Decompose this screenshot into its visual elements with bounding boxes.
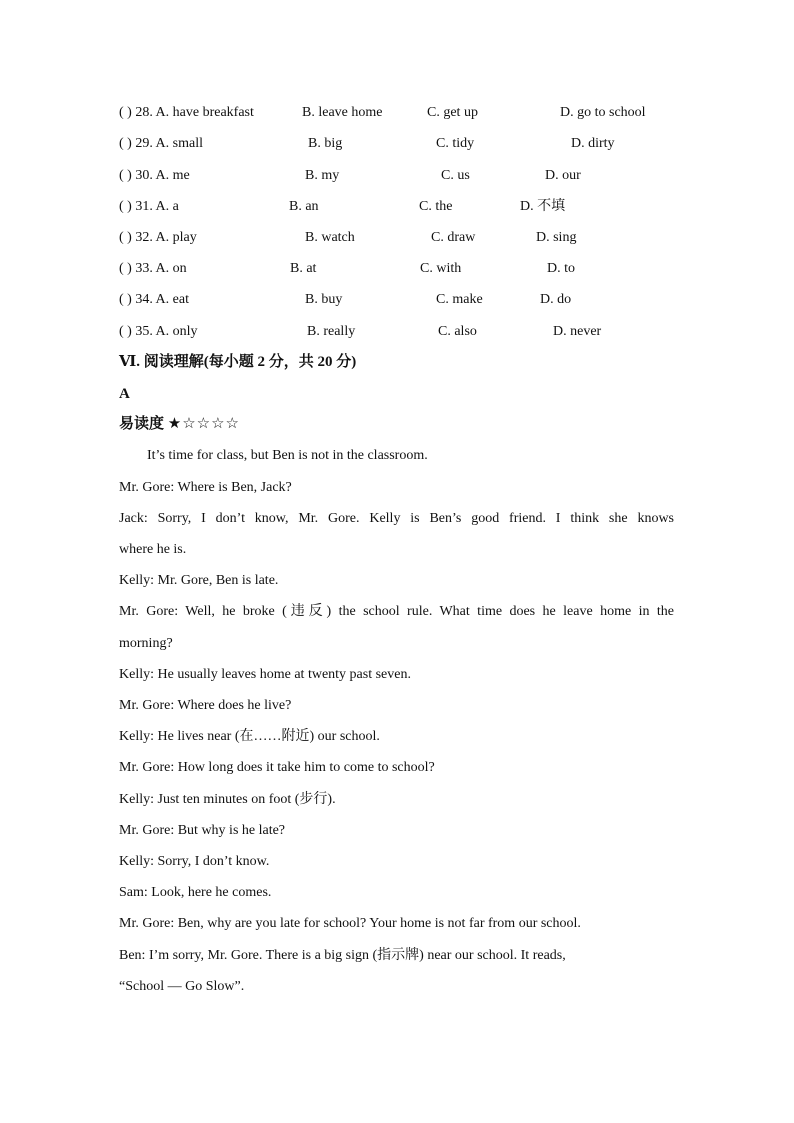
- question-number-option-a: ( ) 28. A. have breakfast: [119, 105, 254, 120]
- option-d: D. never: [553, 324, 602, 339]
- question-row: [119, 322, 679, 342]
- question-number-option-a: ( ) 31. A. a: [119, 199, 179, 214]
- option-c: C. make: [436, 292, 483, 307]
- question-number-option-a: ( ) 33. A. on: [119, 261, 187, 276]
- option-b: B. leave home: [302, 105, 383, 120]
- option-d: D. sing: [536, 230, 577, 245]
- option-c: C. tidy: [436, 136, 475, 151]
- question-number-option-a: ( ) 29. A. small: [119, 136, 203, 151]
- option-b: B. at: [290, 261, 317, 276]
- dialogue-line: Jack: Sorry, I don’t know, Mr. Gore. Kelly is Ben’s good friend. I think she knows: [119, 511, 674, 526]
- option-c: C. get up: [427, 105, 478, 120]
- option-d: D. to: [547, 261, 575, 276]
- dialogue-line: Kelly: Just ten minutes on foot (步行).: [119, 792, 336, 807]
- option-d: D. do: [540, 292, 572, 307]
- difficulty-stars: ★☆☆☆☆: [167, 416, 241, 432]
- option-d: D. our: [545, 168, 581, 183]
- dialogue-line: Mr. Gore: Where does he live?: [119, 698, 292, 713]
- question-row: [119, 228, 679, 248]
- dialogue-line: “School — Go Slow”.: [119, 979, 245, 994]
- part-label: A: [119, 386, 130, 402]
- option-b: B. an: [289, 199, 319, 214]
- dialogue-line: Sam: Look, here he comes.: [119, 885, 272, 900]
- option-b: B. really: [307, 324, 356, 339]
- dialogue-line: morning?: [119, 636, 173, 651]
- option-b: B. big: [308, 136, 343, 151]
- dialogue-line: Kelly: Mr. Gore, Ben is late.: [119, 573, 279, 588]
- option-c: C. draw: [431, 230, 476, 245]
- dialogue-line: where he is.: [119, 542, 187, 557]
- dialogue-line: Mr. Gore: How long does it take him to come to school?: [119, 760, 435, 775]
- question-row: [119, 134, 679, 154]
- option-d: D. 不填: [520, 199, 566, 214]
- option-c: C. us: [441, 168, 470, 183]
- dialogue-line: Mr. Gore: Well, he broke (违反) the school rule. What time does he leave home in the: [119, 604, 674, 619]
- question-row: [119, 290, 679, 310]
- option-b: B. my: [305, 168, 340, 183]
- dialogue-line: Kelly: He lives near (在……附近) our school.: [119, 729, 380, 744]
- difficulty-label: 易读度: [119, 416, 165, 432]
- option-c: C. with: [420, 261, 462, 276]
- dialogue-line: Kelly: He usually leaves home at twenty past seven.: [119, 667, 411, 682]
- dialogue-line: Mr. Gore: But why is he late?: [119, 823, 286, 838]
- question-number-option-a: ( ) 34. A. eat: [119, 292, 189, 307]
- passage-intro: It’s time for class, but Ben is not in the classroom.: [147, 448, 428, 463]
- question-number-option-a: ( ) 32. A. play: [119, 230, 197, 245]
- section-title: Ⅵ. 阅读理解(每小题 2 分，共 20 分): [119, 354, 357, 370]
- question-row: [119, 259, 679, 279]
- dialogue-line: Mr. Gore: Ben, why are you late for school? Your home is not far from our school.: [119, 916, 581, 931]
- option-d: D. dirty: [571, 136, 615, 151]
- option-b: B. buy: [305, 292, 343, 307]
- question-row: [119, 103, 679, 123]
- difficulty-line: [119, 413, 240, 435]
- dialogue-line: Mr. Gore: Where is Ben, Jack?: [119, 480, 292, 495]
- dialogue-line: Kelly: Sorry, I don’t know.: [119, 854, 270, 869]
- option-c: C. the: [419, 199, 453, 214]
- option-d: D. go to school: [560, 105, 646, 120]
- option-c: C. also: [438, 324, 477, 339]
- question-row: [119, 197, 679, 217]
- dialogue-line: Ben: I’m sorry, Mr. Gore. There is a big sign (指示牌) near our school. It reads,: [119, 948, 566, 963]
- question-number-option-a: ( ) 30. A. me: [119, 168, 190, 183]
- question-number-option-a: ( ) 35. A. only: [119, 324, 198, 339]
- question-row: [119, 166, 679, 186]
- option-b: B. watch: [305, 230, 355, 245]
